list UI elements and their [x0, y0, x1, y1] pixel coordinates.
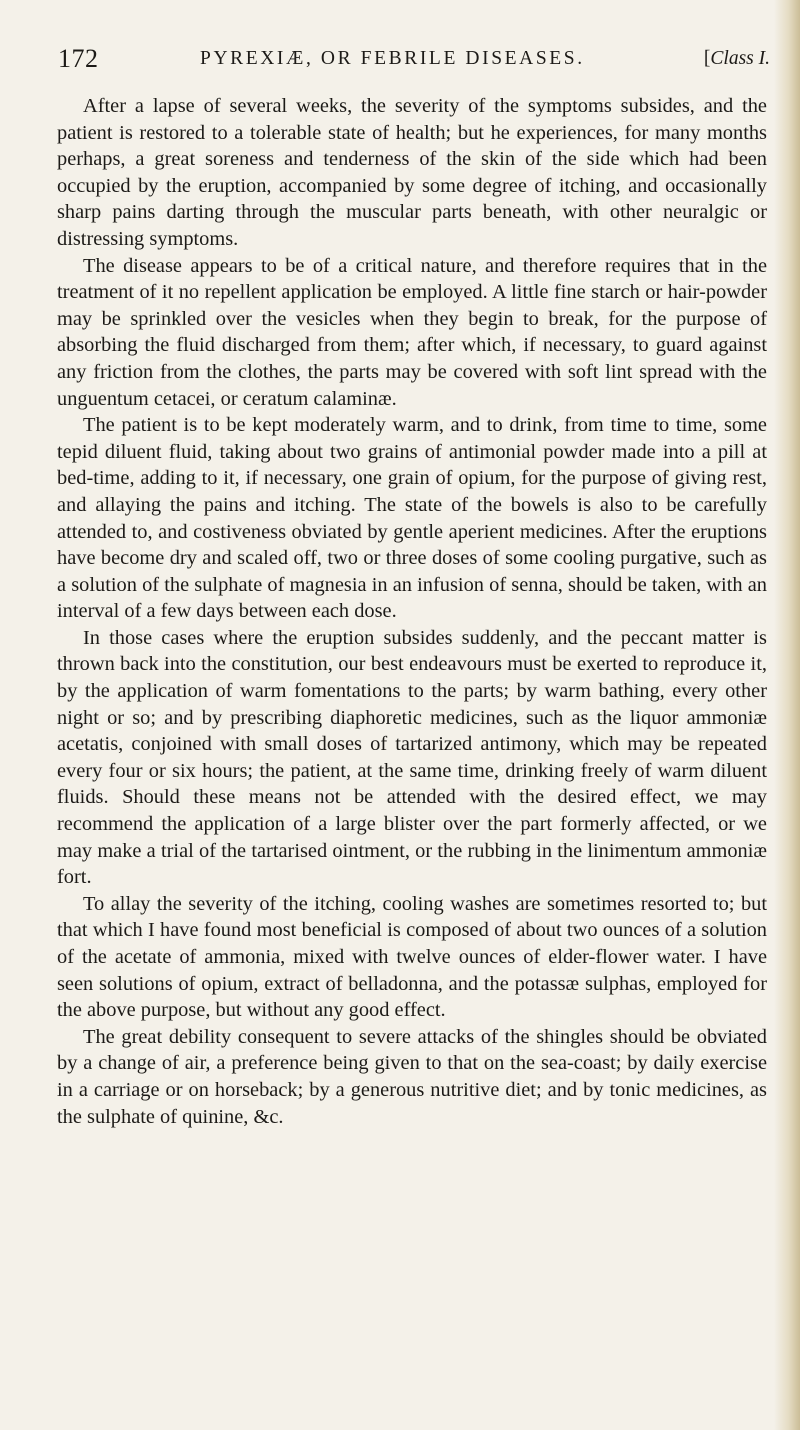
paragraph-critical-nature: The disease appears to be of a critical nature, and therefore requires that in the treatment of it no repellent application be employed. A little fine starch or hair-powder may be sprinkled over the vesicles when they begin to break, for the purpose of absorbing the fluid discharged from them; after which, if necessary, to guard against any friction from the clothes, the parts may be covered with soft lint spread with the unguentum cetacei, or ceratum calaminæ.: [57, 254, 767, 410]
class-label: [704, 48, 770, 70]
paragraph-debility: The great debility consequent to severe attacks of the shingles should be obviated by a change of air, a preference being given to that on the sea-coast; by daily exercise in a carriage or on horseback; by a generous nutritive diet; and by tonic medicines, as the sulphate of quinine, &c.: [57, 1025, 767, 1128]
class-text: Class I.: [710, 48, 770, 69]
paragraph-patient-care: The patient is to be kept moderately warm, and to drink, from time to time, some tepid diluent fluid, taking about two grains of antimonial powder made into a pill at bed-time, adding to it, if necessary, one grain of opium, for the purpose of giving rest, and allaying the pains and itching. The state of the bowels is also to be carefully attended to, and costiveness obviated by gentle aperient medicines. After the eruptions have become dry and scaled off, two or three doses of some cooling purgative, such as a solution of the sulphate of magnesia in an infusion of senna, should be taken, with an interval of a few days between each dose.: [57, 414, 767, 623]
body-text: [57, 93, 767, 1130]
class-bracket: [: [703, 48, 711, 69]
paragraph-recovery: After a lapse of several weeks, the severity of the symptoms subsides, and the patient is restored to a tolerable state of health; but he experiences, for many months perhaps, a great soreness and tenderness of the skin of the side which had been occupied by the eruption, accompanied by some degree of itching, and occasionally sharp pains darting through the muscular parts beneath, with other neuralgic or distressing symptoms.: [57, 95, 767, 250]
page-edge-shadow: [774, 0, 800, 1430]
running-title: PYREXIÆ, OR FEBRILE DISEASES.: [200, 48, 585, 69]
page-number: 172: [58, 44, 99, 73]
paragraph-eruption-subsides: In those cases where the eruption subsides suddenly, and the peccant matter is thrown back into the constitution, our best endeavours must be exerted to reproduce it, by the application of warm fomentations to the parts; by warm bathing, every other night or so; and by prescribing diaphoretic medicines, such as the liquor ammoniæ acetatis, conjoined with small doses of tartarized antimony, which may be repeated every four or six hours; the patient, at the same time, drinking freely of warm diluent fluids. Should these means not be attended with the desired effect, we may recommend the application of a large blister over the part formerly affected, or we may make a trial of the tartarised ointment, or the rubbing in the linimentum ammoniæ fort.: [57, 626, 767, 889]
paragraph-itching: To allay the severity of the itching, cooling washes are sometimes resorted to; but that which I have found most beneficial is composed of about two ounces of a solution of the acetate of ammonia, mixed with twelve ounces of elder-flower water. I have seen solutions of opium, extract of belladonna, and the potassæ sulphas, employed for the above purpose, but without any good effect.: [57, 892, 767, 1022]
running-header: [58, 44, 770, 78]
